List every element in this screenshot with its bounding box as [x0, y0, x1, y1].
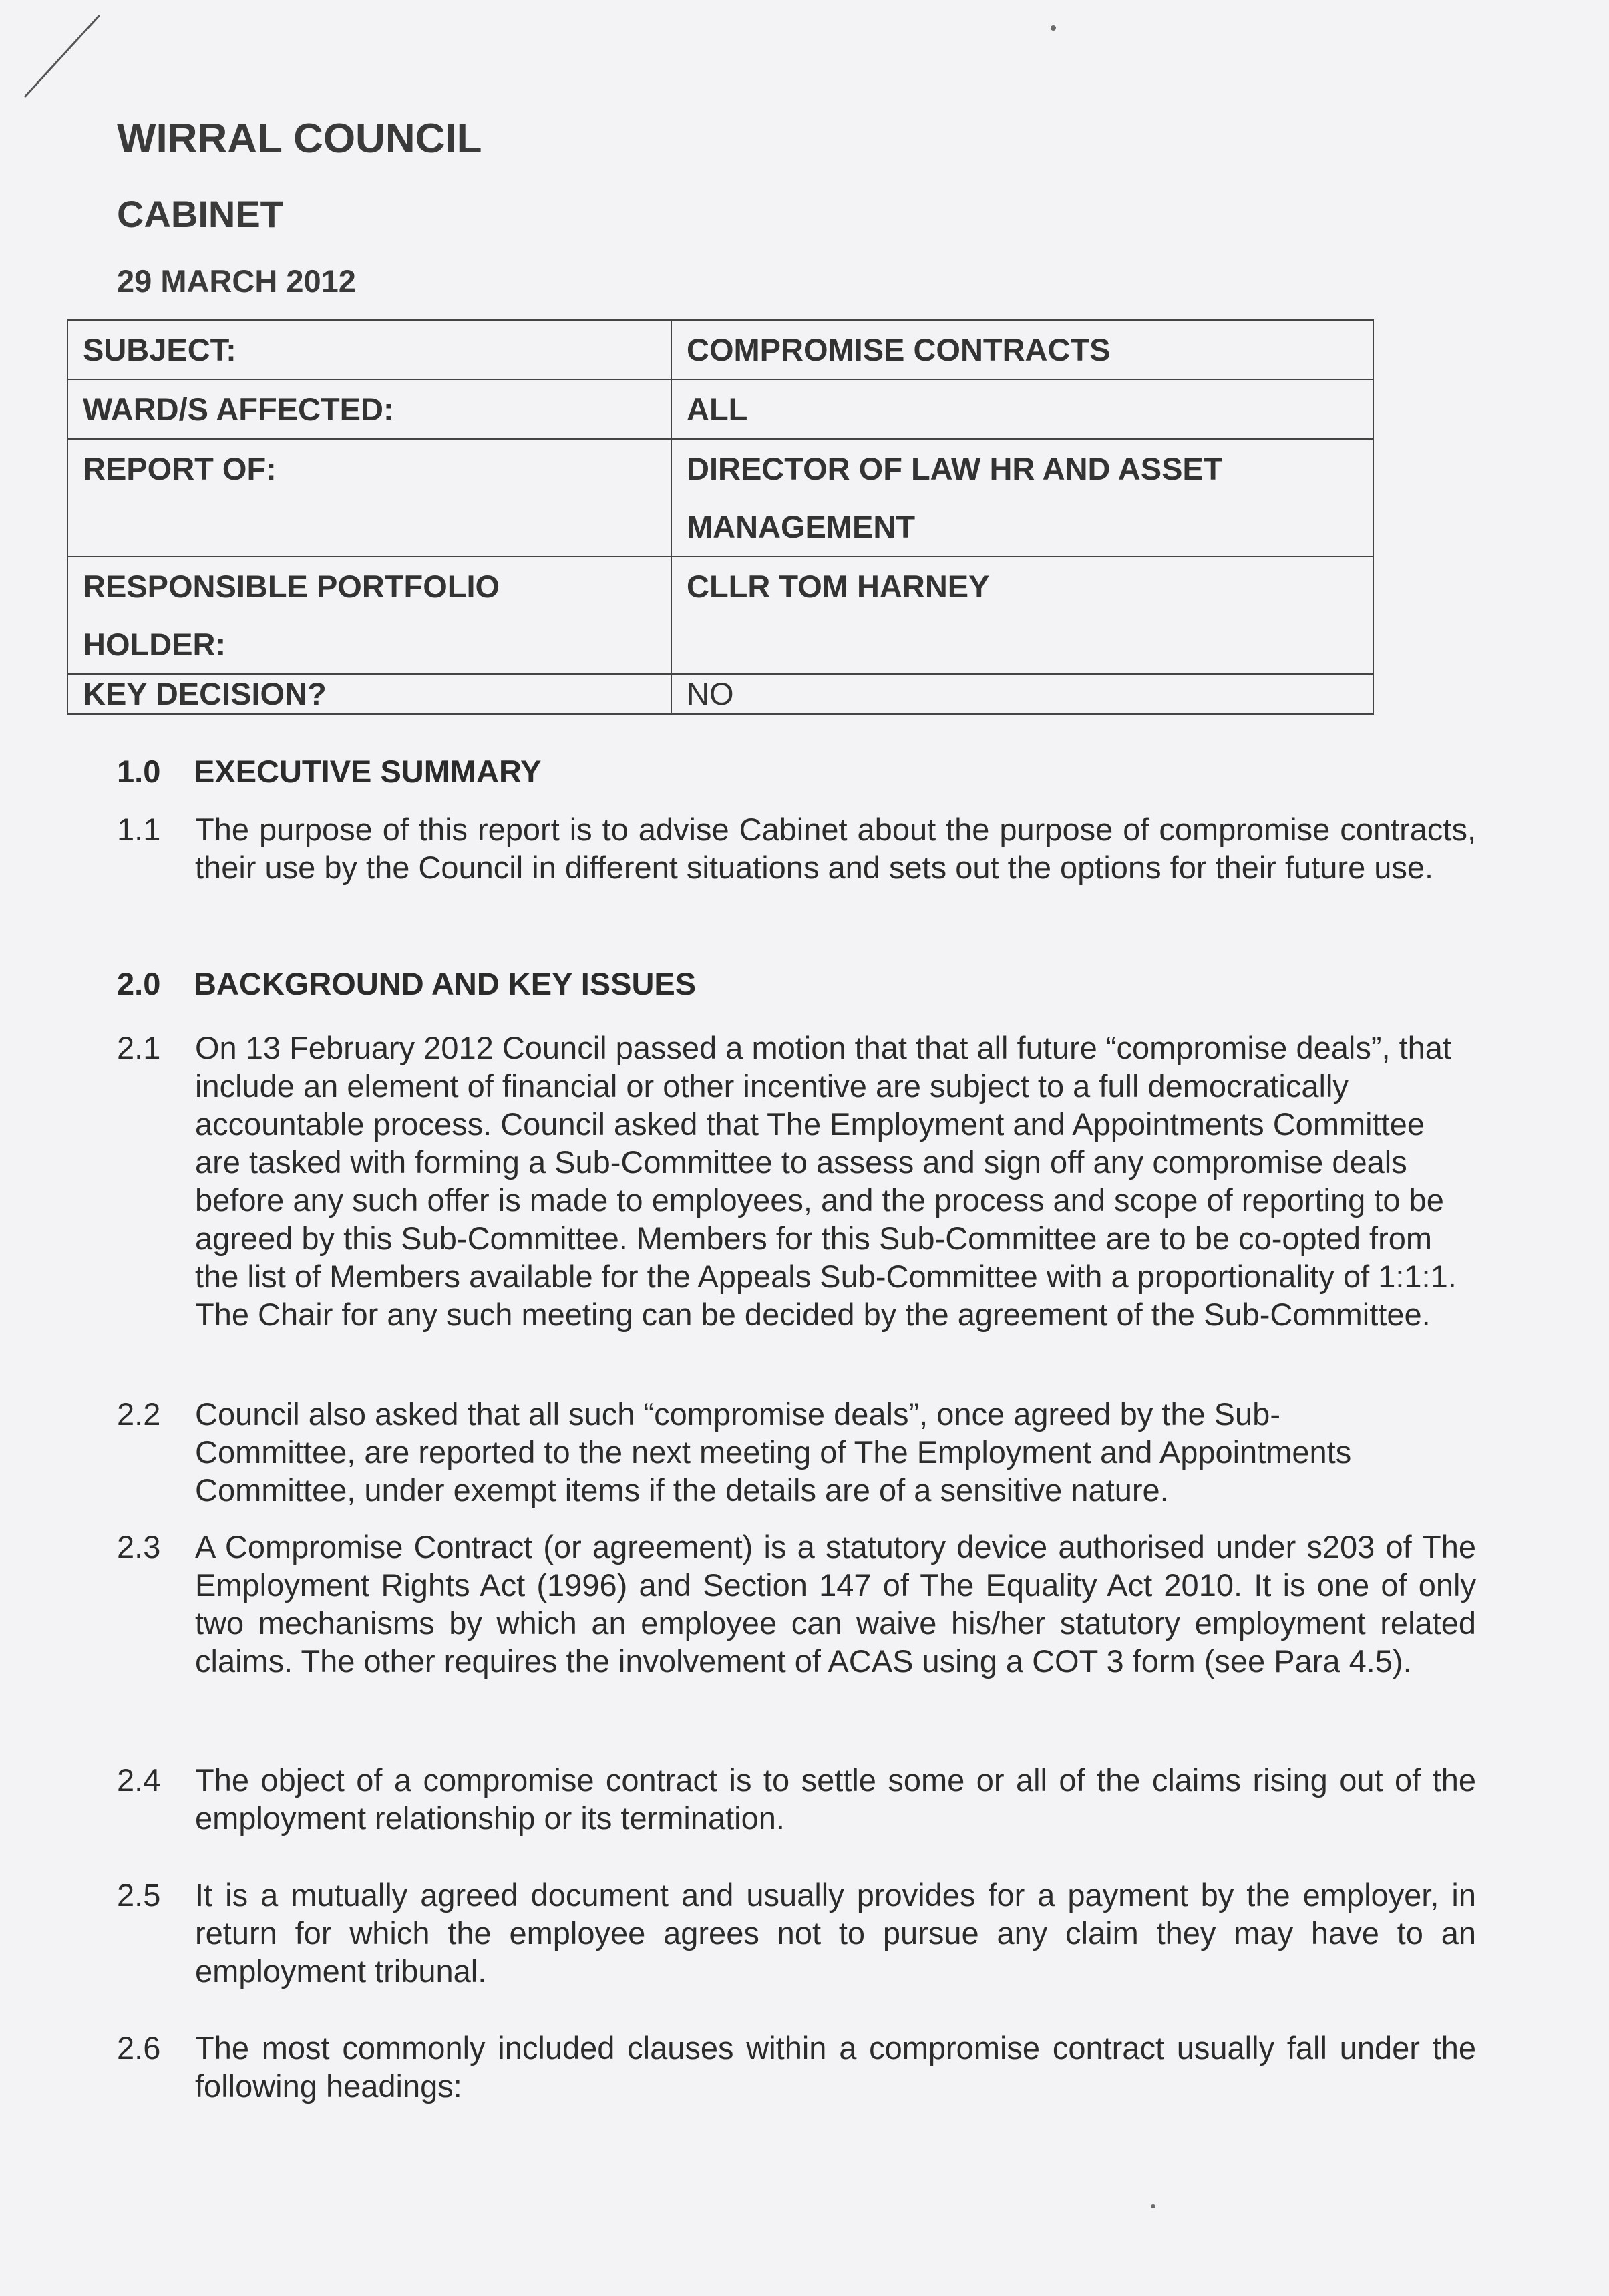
- committee-name: CABINET: [117, 193, 283, 235]
- paragraph-number: 2.2: [117, 1396, 161, 1432]
- table-row: [67, 556, 1373, 674]
- section-title: EXECUTIVE SUMMARY: [194, 754, 542, 789]
- row-value: NO: [671, 674, 1373, 714]
- row-label: SUBJECT:: [67, 320, 671, 379]
- row-value: ALL: [671, 379, 1373, 439]
- section-number: 2.0: [117, 966, 161, 1001]
- row-value: COMPROMISE CONTRACTS: [671, 320, 1373, 379]
- row-label: RESPONSIBLE PORTFOLIO HOLDER:: [67, 556, 671, 674]
- council-name: WIRRAL COUNCIL: [117, 116, 482, 162]
- table-row: [67, 320, 1373, 379]
- section-heading: [117, 965, 1473, 1003]
- scan-speck: [1151, 2204, 1155, 2208]
- table-row: [67, 674, 1373, 714]
- row-label: REPORT OF:: [67, 439, 671, 556]
- section-number: 1.0: [117, 754, 161, 789]
- meeting-date: 29 MARCH 2012: [117, 263, 356, 299]
- paragraph-text: A Compromise Contract (or agreement) is a statutory device authorised under s203 of The Employment Rights Act (1996) and Section 147 of The Equality Act 2010. It is one of only two mechanisms by which an employee can waive his/her statutory employment related claims. The other requires the involvement of ACAS using a COT 3 form (see Para 4.5).: [195, 1529, 1476, 1679]
- section-title: BACKGROUND AND KEY ISSUES: [194, 966, 697, 1001]
- row-label: KEY DECISION?: [67, 674, 671, 714]
- paragraph-number: 2.1: [117, 1030, 161, 1065]
- report-info-table: [67, 319, 1374, 715]
- paragraph-number: 2.4: [117, 1762, 161, 1798]
- table-row: [67, 439, 1373, 556]
- scan-speck: [1051, 25, 1056, 31]
- paragraph-text: The purpose of this report is to advise Cabinet about the purpose of compromise contracts, their use by the Council in different situations and sets out the options for their future use.: [195, 812, 1476, 885]
- row-label: WARD/S AFFECTED:: [67, 379, 671, 439]
- paragraph-text: The most commonly included clauses within a compromise contract usually fall under the following headings:: [195, 2030, 1476, 2104]
- table-row: [67, 379, 1373, 439]
- row-value: DIRECTOR OF LAW HR AND ASSET MANAGEMENT: [671, 439, 1373, 556]
- pen-stroke-mark: [20, 13, 114, 100]
- row-value: CLLR TOM HARNEY: [671, 556, 1373, 674]
- paragraph-text: It is a mutually agreed document and usually provides for a payment by the employer, in return for which the employee agrees not to pursue any claim they may have to an employment tribunal.: [195, 1877, 1476, 1989]
- paragraph-number: 1.1: [117, 812, 161, 847]
- paragraph-text: Council also asked that all such “compromise deals”, once agreed by the Sub-Committee, are reported to the next meeting of The Employment and Appointments Committee, under exempt items if the details are of a sensitive nature.: [195, 1396, 1352, 1508]
- paragraph-number: 2.6: [117, 2030, 161, 2066]
- paragraph-text: The object of a compromise contract is to settle some or all of the claims rising out of the employment relationship or its termination.: [195, 1762, 1476, 1836]
- paragraph-text: On 13 February 2012 Council passed a motion that that all future “compromise deals”, that include an element of financial or other incentive are subject to a full democratically accountable process. Council asked that The Employment and Appointments Committee are tasked with forming a Sub-Committee to assess and sign off any compromise deals before any such offer is made to employees, and the process and scope of reporting to be agreed by this Sub-Committee. Members for this Sub-Committee are to be co-opted from the list of Members available for the Appeals Sub-Committee with a proportionality of 1:1:1. The Chair for any such meeting can be decided by the agreement of the Sub-Committee.: [195, 1030, 1457, 1332]
- section-heading: [117, 752, 1473, 790]
- paragraph-number: 2.3: [117, 1529, 161, 1565]
- paragraph-number: 2.5: [117, 1877, 161, 1913]
